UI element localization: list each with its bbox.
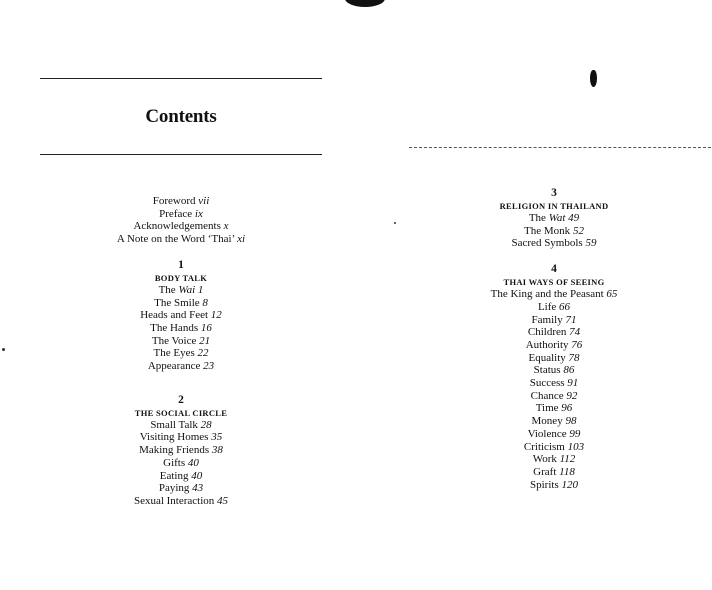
toc-part-2 (40, 394, 322, 508)
toc-entry: Work 112 (532, 453, 576, 466)
part-title: THAI WAYS OF SEEING (503, 277, 605, 288)
toc-entry: Criticism 103 (523, 440, 585, 453)
title-top-rule (40, 78, 322, 79)
page-number: 8 (202, 296, 208, 309)
page-number: 52 (572, 224, 584, 237)
toc-entry: Equality 78 (528, 351, 580, 364)
part-number: 3 (551, 187, 557, 199)
front-matter-entry: Acknowledgements x (133, 220, 229, 233)
toc-entry: Children 74 (527, 326, 581, 339)
toc-part-3 (384, 187, 712, 250)
toc-entry: The Wai 1 (158, 283, 204, 296)
page-number: 22 (197, 347, 209, 360)
toc-entry-italic: Wat (548, 212, 566, 224)
toc-entry: Gifts 40 (163, 456, 199, 469)
page-number: vii (198, 195, 210, 207)
toc-part-4 (384, 263, 712, 491)
right-toc-column (384, 187, 712, 491)
part-title: RELIGION IN THAILAND (499, 201, 609, 211)
toc-entry: Authority 76 (525, 338, 583, 351)
page-title: Contents (145, 106, 217, 127)
toc-entry: The Smile 8 (154, 296, 208, 309)
page-number: 98 (565, 415, 577, 428)
toc-entry: Graft 118 (533, 465, 575, 478)
page-number: 78 (568, 351, 580, 364)
toc-entry: Spirits 120 (530, 478, 578, 491)
toc-entry: Appearance 23 (147, 360, 215, 373)
page-number: 40 (191, 469, 203, 482)
page-number: 71 (565, 313, 577, 326)
page-number: 92 (566, 389, 578, 402)
page-rule (409, 147, 711, 148)
page-number: 96 (561, 402, 573, 415)
toc-entry: Making Friends 38 (139, 444, 223, 457)
page-number: ix (194, 207, 203, 220)
page-number: 1 (197, 283, 204, 296)
front-matter-list (40, 195, 322, 246)
page-number: 59 (585, 237, 597, 250)
part-number: 2 (178, 393, 184, 406)
right-page (356, 0, 712, 590)
part-title: BODY TALK (154, 272, 208, 283)
toc-entry: Visiting Homes 35 (139, 431, 223, 444)
toc-entry: Sexual Interaction 45 (133, 494, 229, 507)
page-number: 49 (568, 212, 580, 224)
toc-part-1 (40, 259, 322, 373)
page-number: 43 (192, 482, 204, 495)
toc-entry: The King and the Peasant 65 (490, 288, 618, 301)
page-number: 74 (569, 326, 581, 339)
page-number: 65 (606, 288, 618, 301)
page-number: x (223, 220, 229, 233)
page-number: 23 (203, 360, 215, 373)
ink-blot (590, 70, 597, 87)
page-number: 66 (559, 300, 571, 313)
page-number: 35 (211, 431, 223, 444)
toc-entry: Small Talk 28 (150, 418, 212, 431)
toc-entry: The Hands 16 (150, 321, 212, 334)
toc-entry: The Eyes 22 (153, 347, 209, 360)
page-number: 86 (563, 364, 575, 377)
front-matter-entry: Foreword vii (152, 195, 210, 207)
toc-entry: Heads and Feet 12 (140, 309, 222, 322)
toc-entry: The Wat 49 (528, 212, 580, 224)
toc-entry: Paying 43 (158, 482, 204, 495)
page-number: 99 (569, 427, 581, 440)
toc-entry: Money 98 (531, 415, 577, 428)
page-number: 120 (561, 478, 578, 491)
page-number: xi (237, 233, 246, 246)
toc-entry: Life 66 (537, 300, 571, 313)
front-matter-entry: Preface ix (159, 207, 203, 220)
page-number: 118 (559, 465, 575, 478)
front-matter-entry: A Note on the Word ‘Thai’ xi (116, 233, 246, 246)
page-number: 16 (200, 321, 212, 334)
toc-entry: The Voice 21 (151, 334, 211, 347)
page-number: 12 (210, 309, 222, 322)
part-number: 4 (551, 263, 557, 276)
page-number: 40 (187, 456, 199, 469)
toc-entry: Success 91 (529, 377, 579, 390)
page-number: 112 (559, 453, 576, 466)
ink-speck (2, 348, 5, 351)
page-number: 76 (571, 338, 583, 351)
title-bottom-rule (40, 154, 322, 155)
toc-entry: Violence 99 (527, 427, 581, 440)
page-number: 21 (199, 334, 211, 347)
page-number: 45 (217, 494, 229, 507)
page-number: 28 (200, 418, 212, 431)
toc-entry: Chance 92 (530, 389, 578, 402)
toc-entry: Sacred Symbols 59 (511, 237, 597, 250)
ink-speck (394, 222, 396, 224)
page-number: 91 (567, 377, 579, 390)
toc-entry-italic: Wai (178, 283, 196, 296)
part-number: 1 (178, 258, 184, 271)
part-title: THE SOCIAL CIRCLE (134, 407, 228, 418)
toc-entry: Eating 40 (159, 469, 203, 482)
page-number: 103 (567, 440, 585, 453)
toc-entry: Family 71 (531, 313, 577, 326)
toc-entry: Status 86 (533, 364, 575, 377)
left-toc-column (40, 195, 322, 508)
toc-entry: Time 96 (535, 402, 573, 415)
page-number: 38 (211, 444, 223, 457)
toc-entry: The Monk 52 (524, 224, 584, 237)
